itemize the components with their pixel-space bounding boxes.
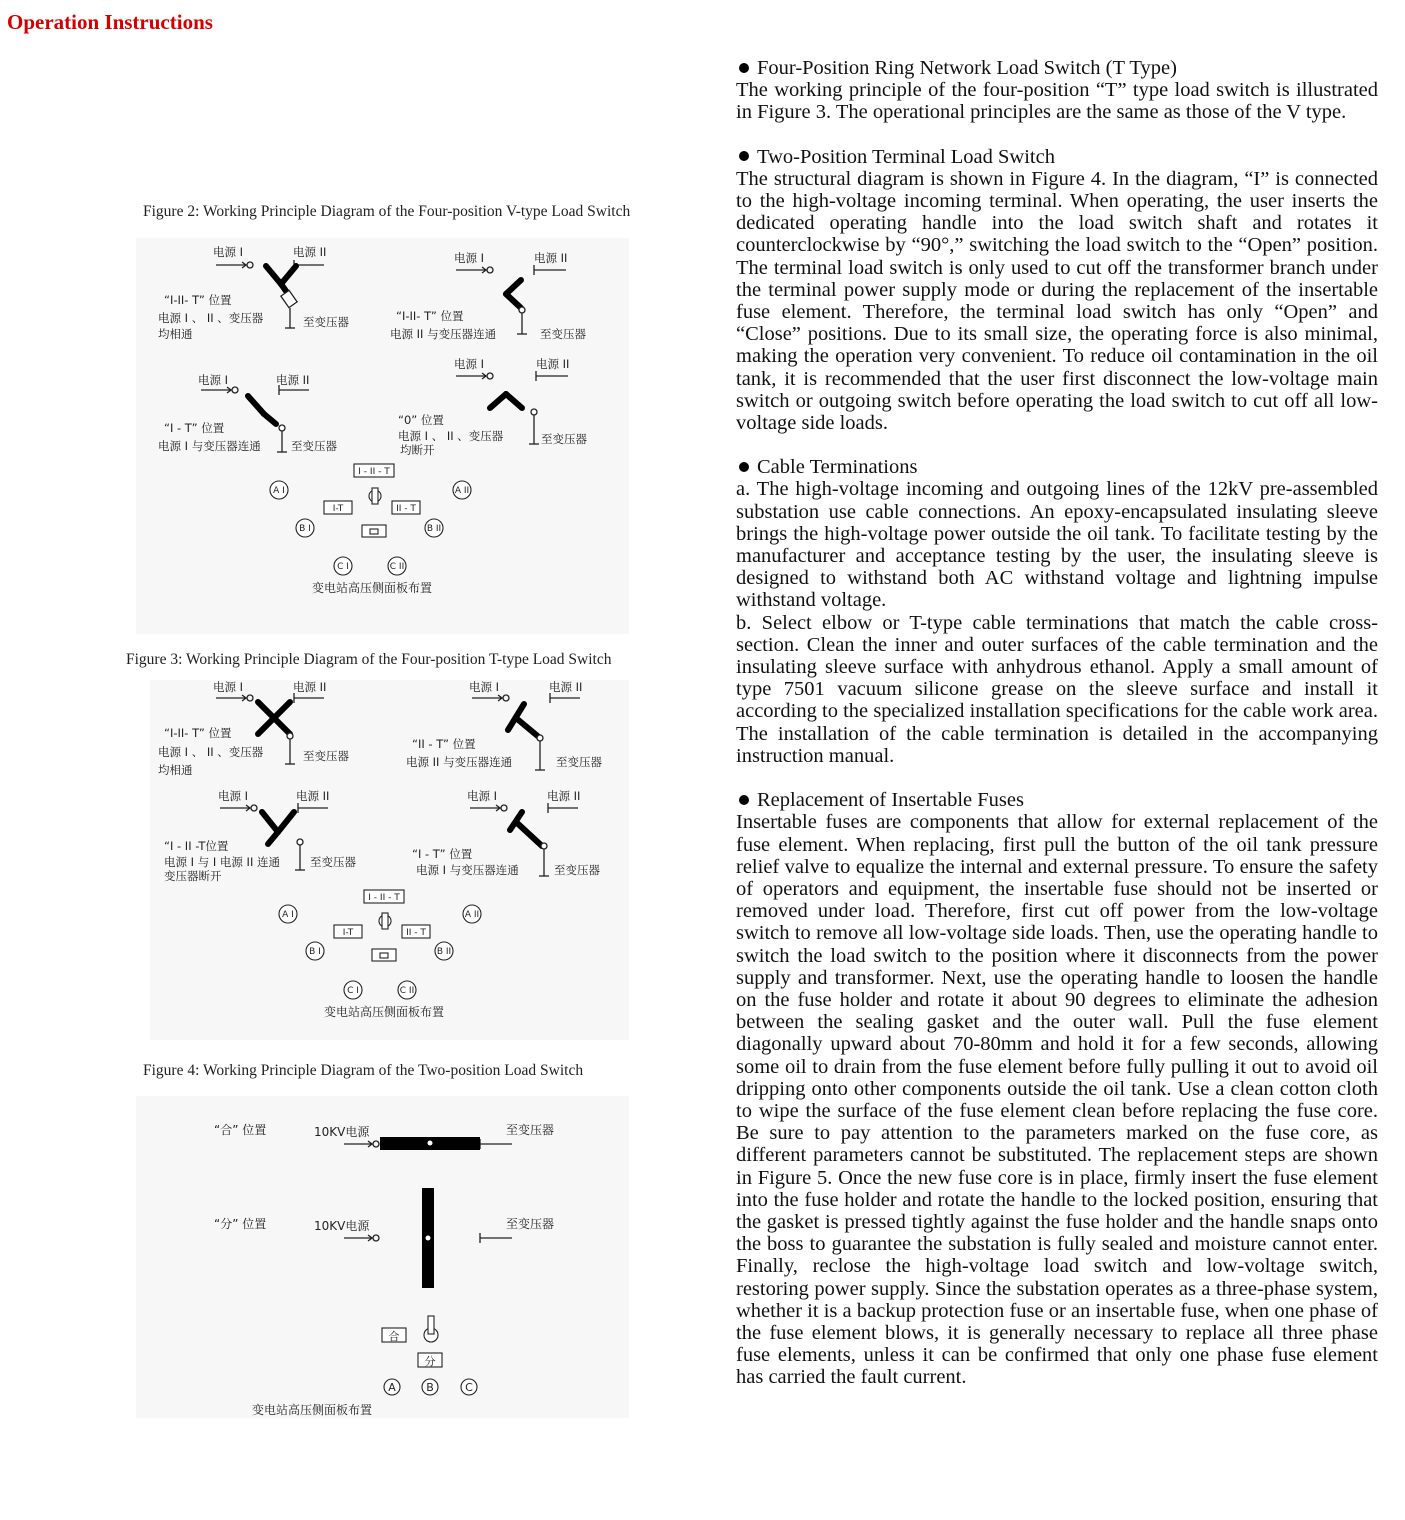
t-q2-transformer-label: 至变压器: [556, 755, 602, 769]
t-q3-desc-line-2: 变压器断开: [164, 869, 222, 883]
t-panel-marker-b1: B I: [309, 947, 321, 957]
t-q3-position-label: “I - II -T位置: [164, 839, 229, 853]
panel-marker-a2: A II: [454, 486, 470, 496]
open-button-mark: 分: [424, 1355, 436, 1368]
bullet-icon: [739, 795, 749, 805]
marker-c: C: [465, 1381, 473, 1394]
t-panel-marker-b2: B II: [436, 947, 452, 957]
figure-2-diagram: [136, 238, 629, 634]
section-heading: [736, 57, 1378, 79]
figure-4-caption: Figure 4: Working Principle Diagram of the Two-position Load Switch: [143, 1062, 584, 1079]
q4-source-1-label: 电源 I: [454, 357, 485, 371]
panel-marker-b2: B II: [426, 524, 442, 534]
section-heading: [736, 456, 1378, 478]
t-panel-marker-c2: C II: [399, 986, 415, 996]
section-paragraph: The structural diagram is shown in Figure 4. In the diagram, “I” is connected to the high-voltage incoming terminal. When operating, the user inserts the dedicated operating handle into the load switch shaft and rotates it counterclockwise by “90°,” switching the load switch to the “Open” position. The terminal load switch is only used to cut off the transformer branch under the terminal power supply mode or during the replacement of the insertable fuse element. Therefore, the terminal load switch has only “Open” and “Close” positions. Due to its small size, the operating force is also minimal, making the operation very convenient. To reduce oil contamination in the oil tank, it is recommended that the user first disconnect the low-voltage main switch or outgoing switch before operating the load switch to cut off all low-voltage side loads.: [736, 167, 1378, 435]
q1-source-1-label: 电源 I: [213, 245, 244, 259]
figure-4-svg: [136, 1096, 629, 1418]
t-q4-position-label: “I - T” 位置: [412, 847, 473, 861]
t-panel-position-left: I-T: [342, 928, 354, 938]
section-fuse-replacement: [736, 789, 1378, 1388]
section-t-type-switch: [736, 57, 1378, 124]
marker-b: B: [426, 1381, 434, 1394]
q2-desc-line-1: 电源 II 与变压器连通: [390, 327, 497, 341]
close-transformer-label: 至变压器: [506, 1123, 555, 1137]
open-transformer-label: 至变压器: [506, 1217, 555, 1231]
q1-desc-line-1: 电源 I 、 II 、变压器: [158, 311, 264, 325]
t-q3-source-1-label: 电源 I: [218, 789, 249, 803]
section-heading-text: Four-Position Ring Network Load Switch (T Type): [757, 57, 1177, 79]
section-two-position-switch: [736, 146, 1378, 435]
panel-marker-a1: A I: [273, 486, 285, 496]
figure-2-svg: [136, 238, 629, 634]
t-q1-desc-line-1: 电源 I 、 II 、变压器: [158, 745, 264, 759]
section-heading-text: Cable Terminations: [757, 456, 918, 479]
q3-position-label: “I - T” 位置: [164, 421, 225, 435]
close-position-label: “合” 位置: [214, 1123, 267, 1137]
panel-position-top: I - II - T: [358, 467, 390, 477]
q2-position-label: “I-II- T” 位置: [396, 309, 464, 323]
marker-a: A: [388, 1381, 396, 1394]
section-heading: [736, 146, 1378, 168]
q1-transformer-label: 至变压器: [303, 315, 349, 329]
q2-source-1-label: 电源 I: [454, 251, 485, 265]
t-q4-desc-line-1: 电源 I 与变压器连通: [416, 863, 519, 877]
panel-marker-c1: C I: [337, 562, 349, 572]
section-paragraph: a. The high-voltage incoming and outgoing lines of the 12kV pre-assembled substation use cable connections. An epoxy-encapsulated insulating sleeve brings the high-voltage power outside the oil tank. To facilitate testing by the manufacturer and acceptance testing by the user, the insulating sleeve is designed to withstand both AC withstand voltage and lightning impulse withstand voltage.: [736, 478, 1378, 612]
section-heading-text: Replacement of Insertable Fuses: [757, 789, 1024, 812]
section-heading: [736, 789, 1378, 811]
section-paragraph: Insertable fuses are components that allow for external replacement of the fuse element. When replacing, first pull the button of the oil tank pressure relief valve to equalize the internal and external pressure. To ensure the safety of operators and equipment, the insertable fuse should not be inserted or removed under load. Therefore, first cut off power from the low-voltage switch to remove all low-voltage side loads. Then, use the operating handle to switch the load switch to the position where it disconnects from the power supply and transformer. Next, use the operating handle to loosen the handle on the fuse holder and rotate it about 90 degrees to eliminate the adhesion between the sealing gasket and the outer wall. Pull the fuse element diagonally upward about 70-80mm and hold it for a few seconds, allowing some oil to drain from the fuse element before fully pulling it out to avoid oil dripping onto other components outside the oil tank. Use a clean cotton cloth to wipe the surface of the fuse element clean before replacing the fuse core. Be sure to pay attention to the parameters marked on the fuse core, as different parameters cannot be substituted. The replacement steps are shown in Figure 5. Once the new fuse core is in place, firmly insert the fuse element into the fuse holder and rotate the handle to the locked position, ensuring that the gasket is pressed tightly against the fuse holder and the handle snaps onto the boss to guarantee the substation is fully sealed and moisture cannot enter. Finally, reclose the high-voltage load switch and low-voltage switch, restoring power supply. Since the substation operates as a three-phase system, whether it is a backup protection fuse or an insertable fuse, when one phase of the fuse element blows, it is generally necessary to replace all three phase fuse elements, unless it can be confirmed that only one phase fuse element has carried the fault current.: [736, 811, 1378, 1389]
t-panel-marker-a1: A I: [282, 910, 294, 920]
close-source-label: 10KV电源: [314, 1125, 370, 1139]
q3-desc-line-1: 电源 I 与变压器连通: [158, 439, 261, 453]
close-button-mark: 合: [388, 1330, 400, 1343]
q4-desc-line-1: 电源 I 、 II 、变压器: [398, 429, 504, 443]
t-q1-transformer-label: 至变压器: [303, 749, 349, 763]
bullet-icon: [739, 462, 749, 472]
t-panel-layout-label: 变电站高压侧面板布置: [323, 1005, 445, 1019]
t-q4-source-2-label: 电源 II: [547, 789, 581, 803]
bullet-icon: [739, 63, 749, 73]
figure-3-caption: Figure 3: Working Principle Diagram of the Four-position T-type Load Switch: [126, 651, 612, 668]
instructions-text-column: [736, 57, 1378, 1411]
q2-source-2-label: 电源 II: [534, 251, 568, 265]
open-position-label: “分” 位置: [214, 1217, 267, 1231]
q4-position-label: “0” 位置: [398, 413, 444, 427]
q3-source-1-label: 电源 I: [198, 373, 229, 387]
t-panel-marker-a2: A II: [464, 910, 480, 920]
t-q4-source-1-label: 电源 I: [467, 789, 498, 803]
t-q2-position-label: “II - T” 位置: [412, 737, 476, 751]
t-q1-source-1-label: 电源 I: [213, 680, 244, 694]
q4-desc-line-2: 均断开: [400, 443, 435, 457]
q1-source-2-label: 电源 II: [293, 245, 327, 259]
two-pos-panel-layout-label: 变电站高压侧面板布置: [251, 1403, 373, 1417]
panel-marker-b1: B I: [299, 524, 311, 534]
figure-4-diagram: [136, 1096, 629, 1418]
figure-3-svg: [150, 680, 629, 1040]
panel-layout-label: 变电站高压侧面板布置: [311, 581, 433, 595]
panel-position-right: II - T: [396, 504, 416, 514]
q2-transformer-label: 至变压器: [540, 327, 586, 341]
page-title: Operation Instructions: [7, 10, 213, 34]
section-paragraph: b. Select elbow or T-type cable terminations that match the cable cross-section. Clean the inner and outer surfaces of the cable termination and the insulating sleeve surface with anhydrous ethanol. Apply a small amount of type 7501 vacuum silicone grease on the sleeve surface and install it according to the specialized installation specifications for the cable work area. The installation of the cable termination is detailed in the accompanying instruction manual.: [736, 611, 1378, 767]
t-q3-source-2-label: 电源 II: [296, 789, 330, 803]
section-paragraph: The working principle of the four-position “T” type load switch is illustrated in Figure 3. The operational principles are the same as those of the V type.: [736, 79, 1378, 124]
t-q1-source-2-label: 电源 II: [293, 680, 327, 694]
t-panel-position-top: I - II - T: [368, 893, 400, 903]
t-q2-desc-line-1: 电源 II 与变压器连通: [406, 755, 513, 769]
t-panel-position-right: II - T: [406, 928, 426, 938]
section-heading-text: Two-Position Terminal Load Switch: [757, 145, 1055, 168]
t-q2-source-1-label: 电源 I: [469, 680, 500, 694]
q1-position-label: “I-II- T” 位置: [164, 293, 232, 307]
t-q4-transformer-label: 至变压器: [554, 863, 600, 877]
figure-2-caption: Figure 2: Working Principle Diagram of the Four-position V-type Load Switch: [143, 203, 631, 220]
t-q1-desc-line-2: 均相通: [158, 763, 193, 777]
t-q3-transformer-label: 至变压器: [310, 855, 356, 869]
t-q1-position-label: “I-II- T” 位置: [164, 726, 232, 740]
q1-desc-line-2: 均相通: [158, 327, 193, 341]
figure-3-diagram: [150, 680, 629, 1040]
q4-transformer-label: 至变压器: [541, 432, 587, 446]
panel-position-left: I-T: [332, 504, 344, 514]
q4-source-2-label: 电源 II: [536, 357, 570, 371]
bullet-icon: [739, 151, 749, 161]
panel-marker-c2: C II: [389, 562, 405, 572]
open-source-label: 10KV电源: [314, 1219, 370, 1233]
section-cable-terminations: [736, 456, 1378, 767]
t-q2-source-2-label: 电源 II: [549, 680, 583, 694]
t-panel-marker-c1: C I: [347, 986, 359, 996]
q3-transformer-label: 至变压器: [291, 439, 337, 453]
t-q3-desc-line-1: 电源 I 与 I 电源 II 连通: [164, 855, 280, 869]
q3-source-2-label: 电源 II: [276, 373, 310, 387]
